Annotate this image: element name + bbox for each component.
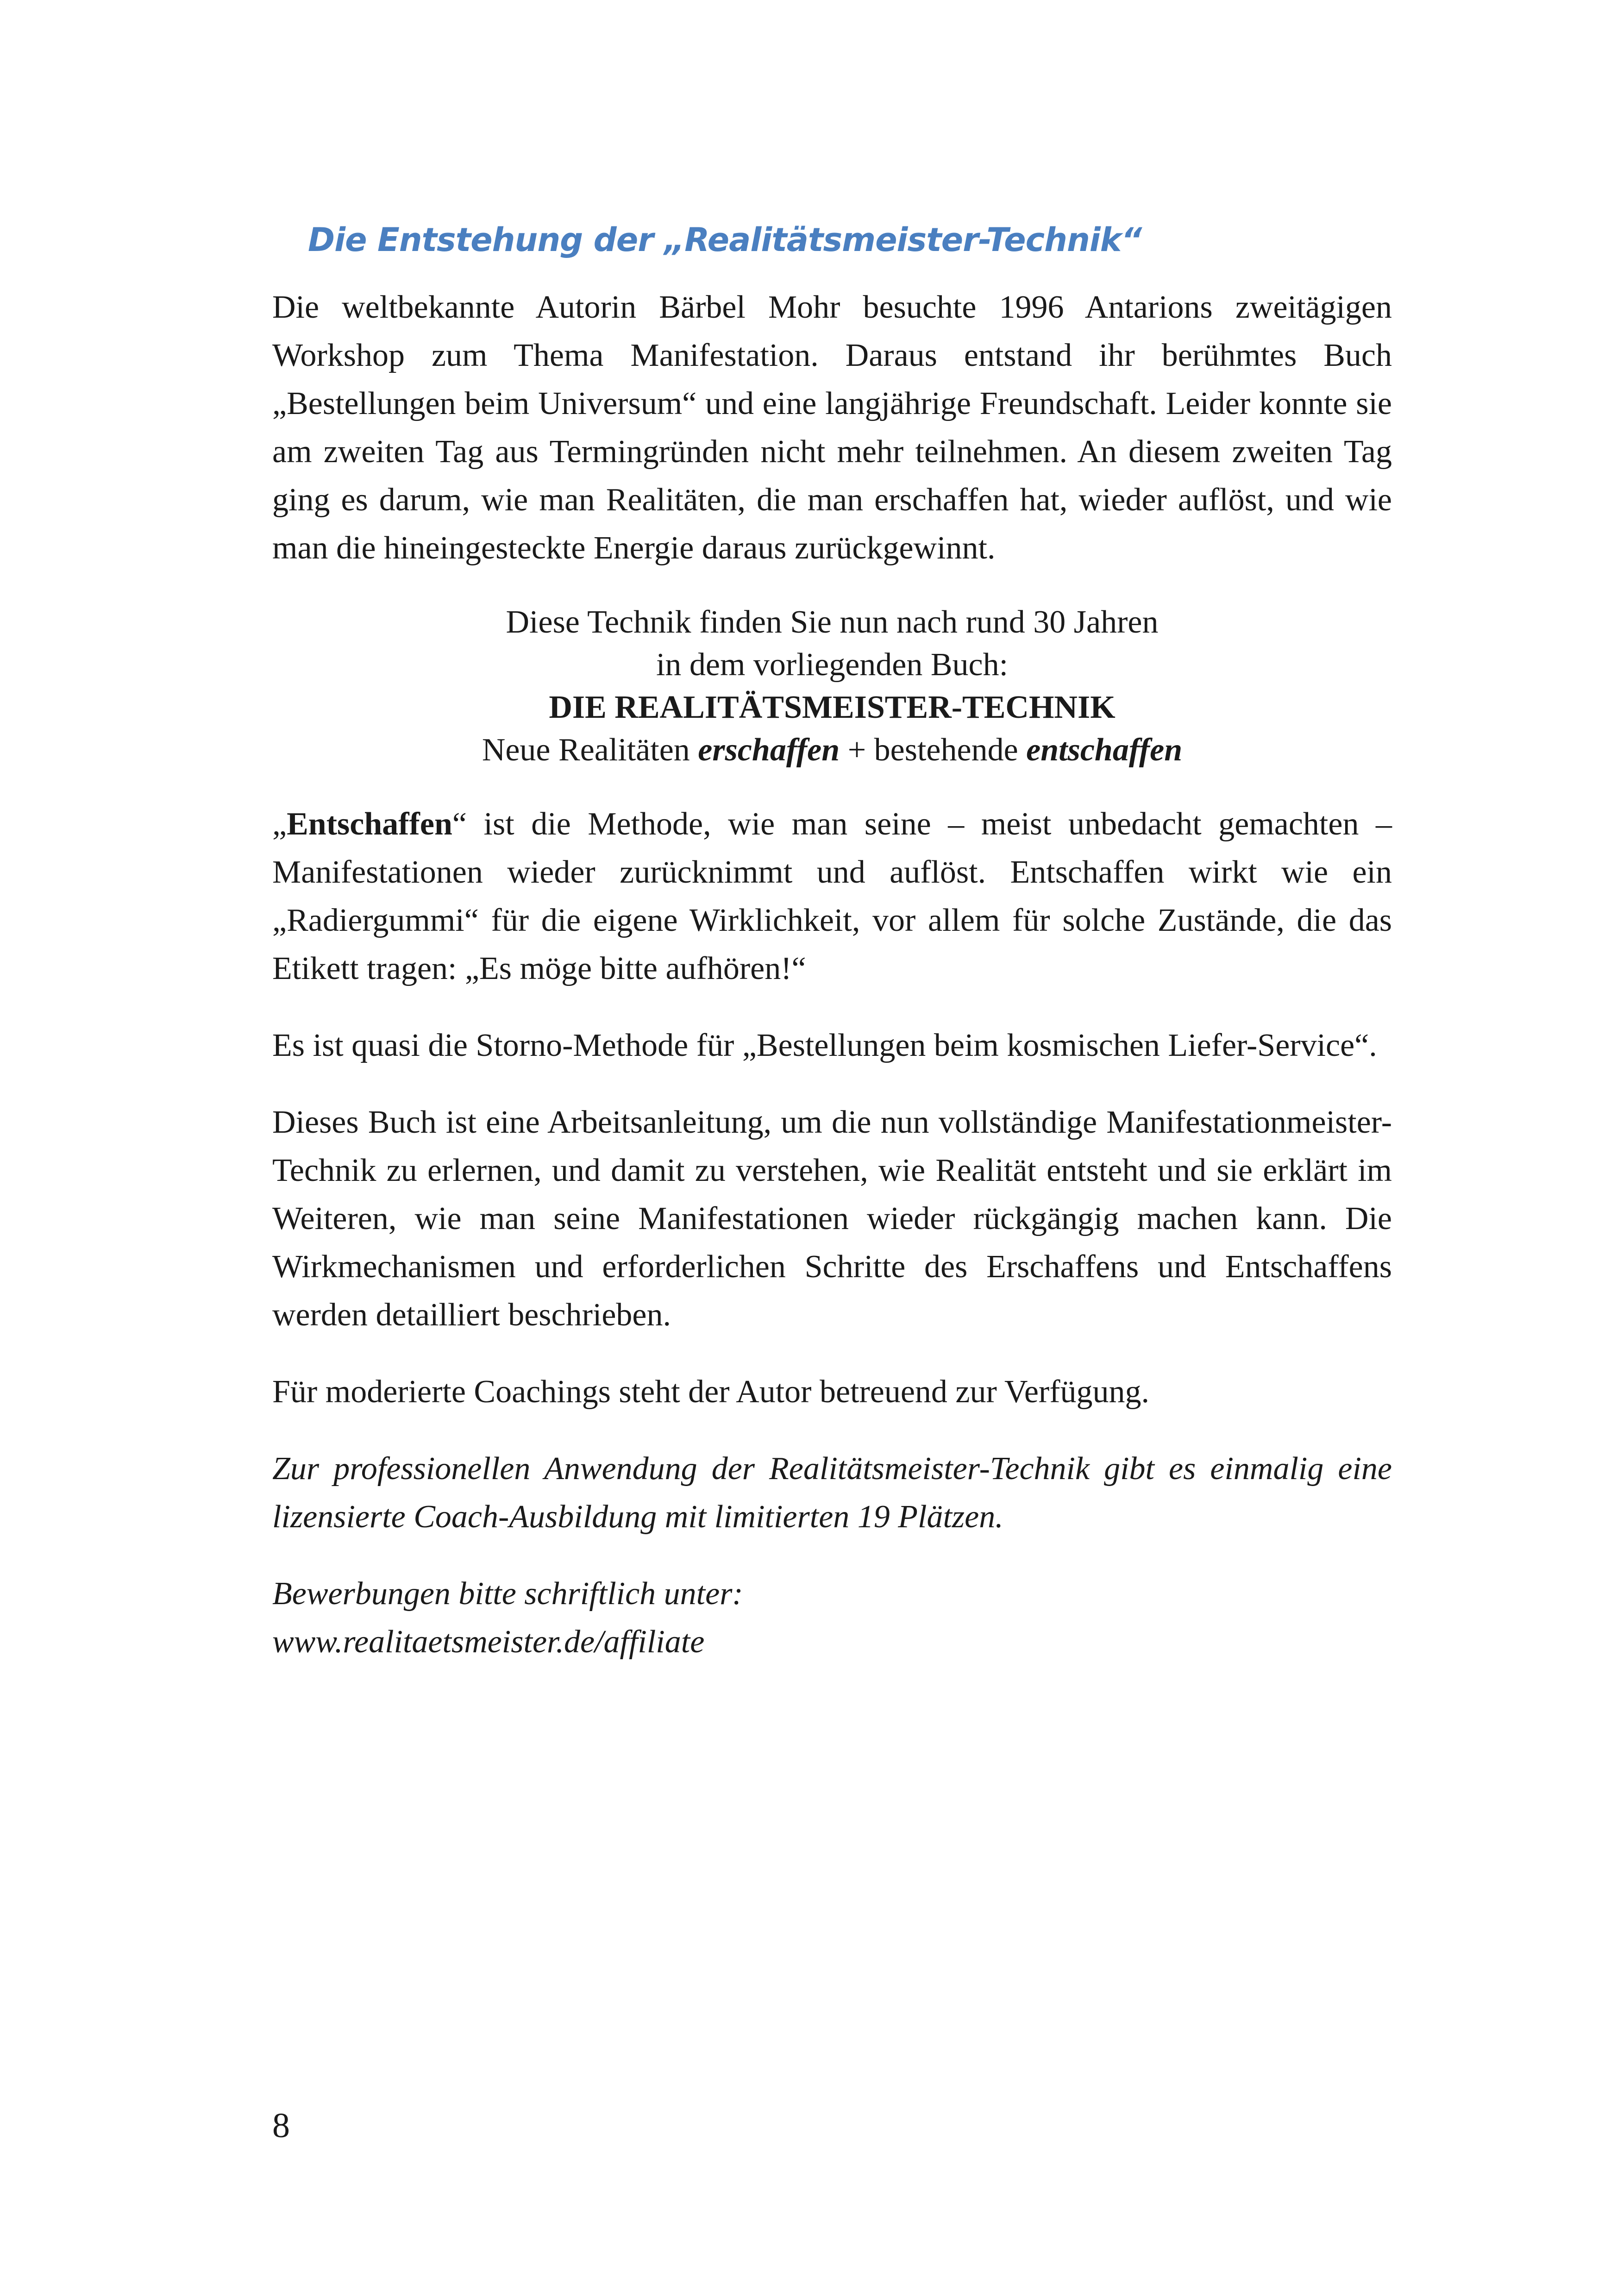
book-title: DIE REALITÄTSMEISTER-TECHNIK xyxy=(549,690,1116,725)
subtitle-part-2: + bestehende xyxy=(840,732,1027,768)
subtitle-entschaffen: entschaffen xyxy=(1026,732,1183,768)
buch-paragraph: Dieses Buch ist eine Arbeitsanleitung, um die nun vollständige Manifestationmeister-Technik zu erlernen, und damit zu verstehen, wie Realität entsteht und sie erklärt im Weiteren, wie man seine Manifestationen wieder rückgängig machen kann. Die Wirkmechanismen und erforderlichen Schritte des Erschaffens und Entschaffens werden detailliert beschrieben. xyxy=(272,1104,1392,1333)
section-heading: Die Entstehung der „Realitätsmeister-Technik“ xyxy=(308,221,1142,259)
bewerbung-paragraph xyxy=(272,1570,1392,1666)
ausbildung-paragraph: Zur professionellen Anwendung der Realitätsmeister-Technik gibt es einmalig eine lizensierte Coach-Ausbildung mit limitierten 19 Plätzen. xyxy=(272,1451,1392,1535)
entschaffen-rest: “ ist die Methode, wie man seine – meist unbedacht gemachten – Manifestationen wieder zurücknimmt und auflöst. Entschaffen wirkt wie ein „Radiergummi“ für die eigene Wirklichkeit, vor allem für solche Zustände, die das Etikett tragen: „Es möge bitte aufhören!“ xyxy=(272,806,1392,986)
page-number: 8 xyxy=(272,2106,290,2145)
affiliate-url[interactable]: www.realitaetsmeister.de/affiliate xyxy=(272,1624,705,1660)
storno-paragraph: Es ist quasi die Storno-Methode für „Bestellungen beim kosmischen Liefer-Service“. xyxy=(272,1028,1377,1063)
entschaffen-term: Entschaffen xyxy=(287,806,452,842)
book-announcement xyxy=(272,601,1392,772)
book-subtitle xyxy=(272,729,1392,772)
coaching-paragraph: Für moderierte Coachings steht der Autor betreuend zur Verfügung. xyxy=(272,1374,1150,1410)
announcement-line-1: Diese Technik finden Sie nun nach rund 30 Jahren xyxy=(506,604,1159,640)
entschaffen-paragraph xyxy=(272,800,1392,993)
body-text xyxy=(272,283,1392,1695)
announcement-line-2: in dem vorliegenden Buch: xyxy=(656,647,1009,683)
entschaffen-open-quote: „ xyxy=(272,806,287,842)
bewerbung-line: Bewerbungen bitte schriftlich unter: xyxy=(272,1576,743,1612)
subtitle-erschaffen: erschaffen xyxy=(698,732,840,768)
intro-paragraph: Die weltbekannte Autorin Bärbel Mohr besuchte 1996 Antarions zweitägigen Workshop zum Thema Manifestation. Daraus entstand ihr berühmtes Buch „Bestellungen beim Universum“ und eine langjährige Freundschaft. Leider konnte sie am zweiten Tag aus Termingründen nicht mehr teilnehmen. An diesem zweiten Tag ging es darum, wie man Realitäten, die man erschaffen hat, wieder auflöst, und wie man die hineingesteckte Energie daraus zurückgewinnt. xyxy=(272,289,1392,566)
subtitle-part-1: Neue Realitäten xyxy=(482,732,698,768)
